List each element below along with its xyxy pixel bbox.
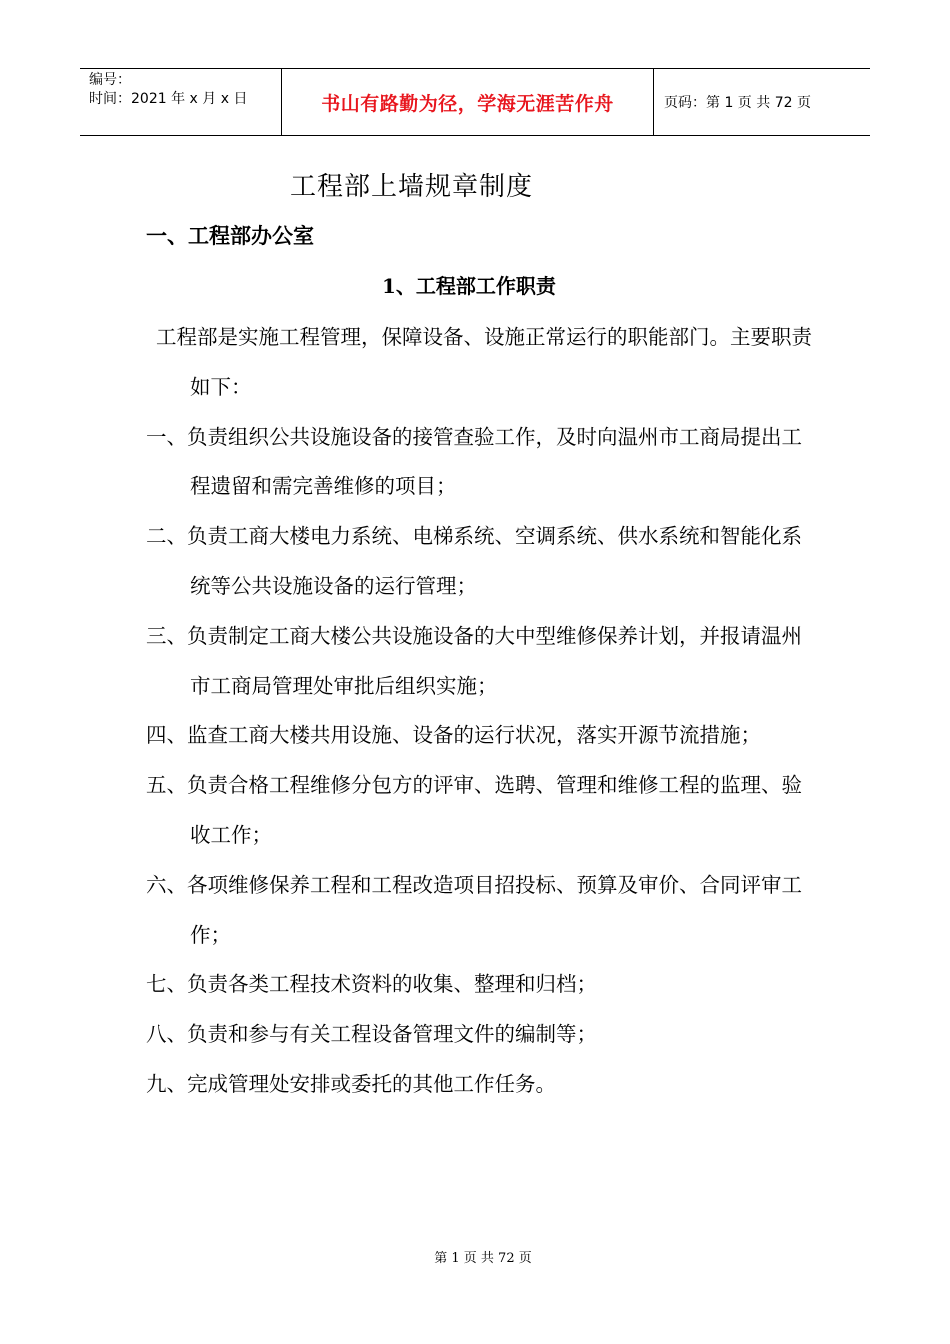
document-date-label: 时间：2021 年 x 月 x 日 bbox=[89, 91, 248, 107]
duty-item: 七、负责各类工程技术资料的收集、整理和归档； bbox=[146, 972, 597, 997]
duty-item: 三、负责制定工商大楼公共设施设备的大中型维修保养计划，并报请温州市工商局管理处审批后组织实施； bbox=[146, 623, 802, 698]
duty-item: 五、负责合格工程维修分包方的评审、选聘、管理和维修工程的监理、验收工作； bbox=[146, 773, 802, 847]
document-body bbox=[146, 313, 816, 1110]
duty-item: 六、各项维修保养工程和工程改造项目招投标、预算及审价、合同评审工作； bbox=[146, 872, 802, 947]
section-heading: 一、工程部办公室 bbox=[146, 224, 314, 248]
duty-item: 二、负责工商大楼电力系统、电梯系统、空调系统、供水系统和智能化系统等公共设施设备的运行管理； bbox=[146, 524, 802, 598]
page-header bbox=[80, 68, 870, 136]
page-footer: 第 1 页 共 72 页 bbox=[434, 1251, 532, 1266]
duty-item: 四、监查工商大楼共用设施、设备的运行状况，落实开源节流措施； bbox=[146, 723, 761, 748]
header-meta bbox=[80, 69, 282, 135]
duty-item: 一、负责组织公共设施设备的接管查验工作，及时向温州市工商局提出工程遗留和需完善维修的项目； bbox=[146, 424, 802, 499]
header-page-info: 页码：第 1 页 共 72 页 bbox=[664, 95, 811, 111]
sub-heading: 1、工程部工作职责 bbox=[382, 274, 556, 298]
document-title: 工程部上墙规章制度 bbox=[290, 172, 534, 202]
header-motto: 书山有路勤为径，学海无涯苦作舟 bbox=[282, 69, 654, 135]
intro-paragraph: 工程部是实施工程管理，保障设备、设施正常运行的职能部门。主要职责如下： bbox=[156, 325, 812, 399]
document-number-label: 编号： bbox=[89, 72, 131, 88]
duty-item: 九、完成管理处安排或委托的其他工作任务。 bbox=[146, 1071, 556, 1096]
duty-item: 八、负责和参与有关工程设备管理文件的编制等； bbox=[146, 1022, 597, 1047]
